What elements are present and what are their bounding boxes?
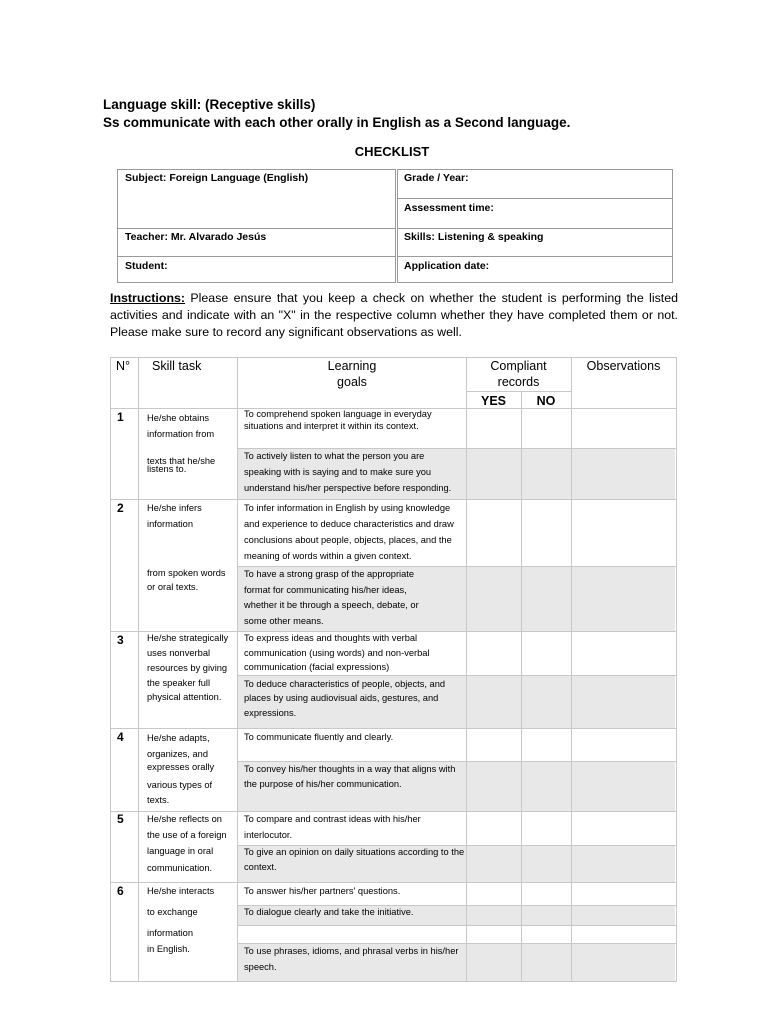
skill-task-line: He/she infers xyxy=(147,503,202,513)
skill-task-line: information from xyxy=(147,429,215,439)
subject-label: Subject: Foreign Language (English) xyxy=(125,172,309,184)
header-yes: YES xyxy=(480,394,506,408)
header-skill-task: Skill task xyxy=(152,359,202,373)
skill-task-line: uses nonverbal xyxy=(147,648,211,658)
application-date-label: Application date: xyxy=(404,260,490,272)
skill-task-line: He/she interacts xyxy=(147,886,215,896)
student-label: Student: xyxy=(125,260,168,272)
goal-line: communication (using words) and non-verbal xyxy=(244,648,430,658)
header-observations: Observations xyxy=(586,359,661,373)
header-compliant: Compliant xyxy=(490,359,547,373)
skill-task-line: communication. xyxy=(147,863,213,873)
skill-task-line: He/she strategically xyxy=(147,633,229,643)
row-number: 5 xyxy=(117,812,124,826)
skill-task-line: organizes, and xyxy=(147,749,208,759)
goal-line: meaning of words within a given context. xyxy=(244,551,412,561)
instructions-text: Please ensure that you keep a check on whether the student is performing the listed activities and indicate with an "X" in the respective column whether they have completed them or not. Please make sure to record any significant observations as well. xyxy=(110,291,678,339)
heading-language-skill: Language skill: (Receptive skills) xyxy=(103,97,316,112)
skill-task-line: to exchange xyxy=(147,907,198,917)
goal-line: interlocutor. xyxy=(244,830,293,840)
skill-task-line: the speaker full xyxy=(147,678,211,688)
heading-subtitle: Ss communicate with each other orally in English as a Second language. xyxy=(103,115,571,130)
assessment-time-label: Assessment time: xyxy=(404,202,494,214)
checklist-title: CHECKLIST xyxy=(354,144,430,159)
row-number: 4 xyxy=(117,730,124,744)
goal-line: To give an opinion on daily situations according to the xyxy=(244,847,465,857)
checklist-table xyxy=(110,357,677,982)
skills-label: Skills: Listening & speaking xyxy=(404,231,544,243)
skill-task-line: physical attention. xyxy=(147,692,222,702)
goal-line: To dialogue clearly and take the initiative. xyxy=(244,907,414,917)
skill-task-line: or oral texts. xyxy=(147,582,199,592)
goal-line: To compare and contrast ideas with his/her xyxy=(244,814,421,824)
skill-task-line: resources by giving xyxy=(147,663,228,673)
goal-line: To convey his/her thoughts in a way that aligns with xyxy=(244,764,456,774)
goal-line: speech. xyxy=(244,962,277,972)
goal-line: situations and interpret it within its context. xyxy=(244,421,419,431)
goal-line: To communicate fluently and clearly. xyxy=(244,732,394,742)
teacher-label: Teacher: Mr. Alvarado Jesús xyxy=(125,231,267,243)
goal-line: context. xyxy=(244,862,277,872)
skill-task-line: information xyxy=(147,519,193,529)
goal-line: To use phrases, idioms, and phrasal verbs in his/her xyxy=(244,946,459,956)
skill-task-line: the use of a foreign xyxy=(147,830,227,840)
skill-task-line: from spoken words xyxy=(147,568,226,578)
skill-task-line: language in oral xyxy=(147,846,214,856)
skill-task-line: various types of xyxy=(147,780,213,790)
grade-year-label: Grade / Year: xyxy=(404,172,469,184)
skill-task-line: listens to. xyxy=(147,464,187,474)
goal-line: and experience to deduce characteristics and draw xyxy=(244,519,454,529)
row-number: 6 xyxy=(117,884,124,898)
skill-task-line: texts. xyxy=(147,795,170,805)
goal-line: speaking with is saying and to make sure you xyxy=(244,467,432,477)
skill-task-line: He/she adapts, xyxy=(147,733,210,743)
skill-task-line: texts that he/she xyxy=(147,456,216,466)
goal-line: To comprehend spoken language in everyday xyxy=(244,409,432,419)
header-records: records xyxy=(497,375,540,389)
row-number: 2 xyxy=(117,501,124,515)
instructions xyxy=(110,290,678,341)
goal-line: format for communicating his/her ideas, xyxy=(244,585,407,595)
header-learning: Learning xyxy=(327,359,377,373)
row-number: 1 xyxy=(117,410,124,424)
info-table xyxy=(117,169,673,283)
goal-line: expressions. xyxy=(244,708,297,718)
goal-line: the purpose of his/her communication. xyxy=(244,779,402,789)
skill-task-line: in English. xyxy=(147,944,190,954)
goal-line: To answer his/her partners' questions. xyxy=(244,886,401,896)
goal-line: understand his/her perspective before responding. xyxy=(244,483,452,493)
goal-line: To actively listen to what the person you are xyxy=(244,451,425,461)
header-no: NO xyxy=(536,394,556,408)
instructions-label: Instructions: xyxy=(110,291,186,305)
header-goals: goals xyxy=(337,375,367,389)
header-number: N° xyxy=(116,359,131,373)
skill-task-line: He/she obtains xyxy=(147,413,210,423)
skill-task-line: information xyxy=(147,928,193,938)
goal-line: whether it be through a speech, debate, or xyxy=(244,600,419,610)
goal-line: communication (facial expressions) xyxy=(244,662,390,672)
goal-line: To have a strong grasp of the appropriate xyxy=(244,569,415,579)
goal-line: To deduce characteristics of people, objects, and xyxy=(244,679,446,689)
goal-line: conclusions about people, objects, places, and the xyxy=(244,535,452,545)
goal-line: To express ideas and thoughts with verbal xyxy=(244,633,418,643)
goal-line: To infer information in English by using knowledge xyxy=(244,503,451,513)
goal-line: places by using audiovisual aids, gestures, and xyxy=(244,693,439,703)
skill-task-line: He/she reflects on xyxy=(147,814,222,824)
row-number: 3 xyxy=(117,633,124,647)
goal-line: some other means. xyxy=(244,616,324,626)
skill-task-line: expresses orally xyxy=(147,762,215,772)
